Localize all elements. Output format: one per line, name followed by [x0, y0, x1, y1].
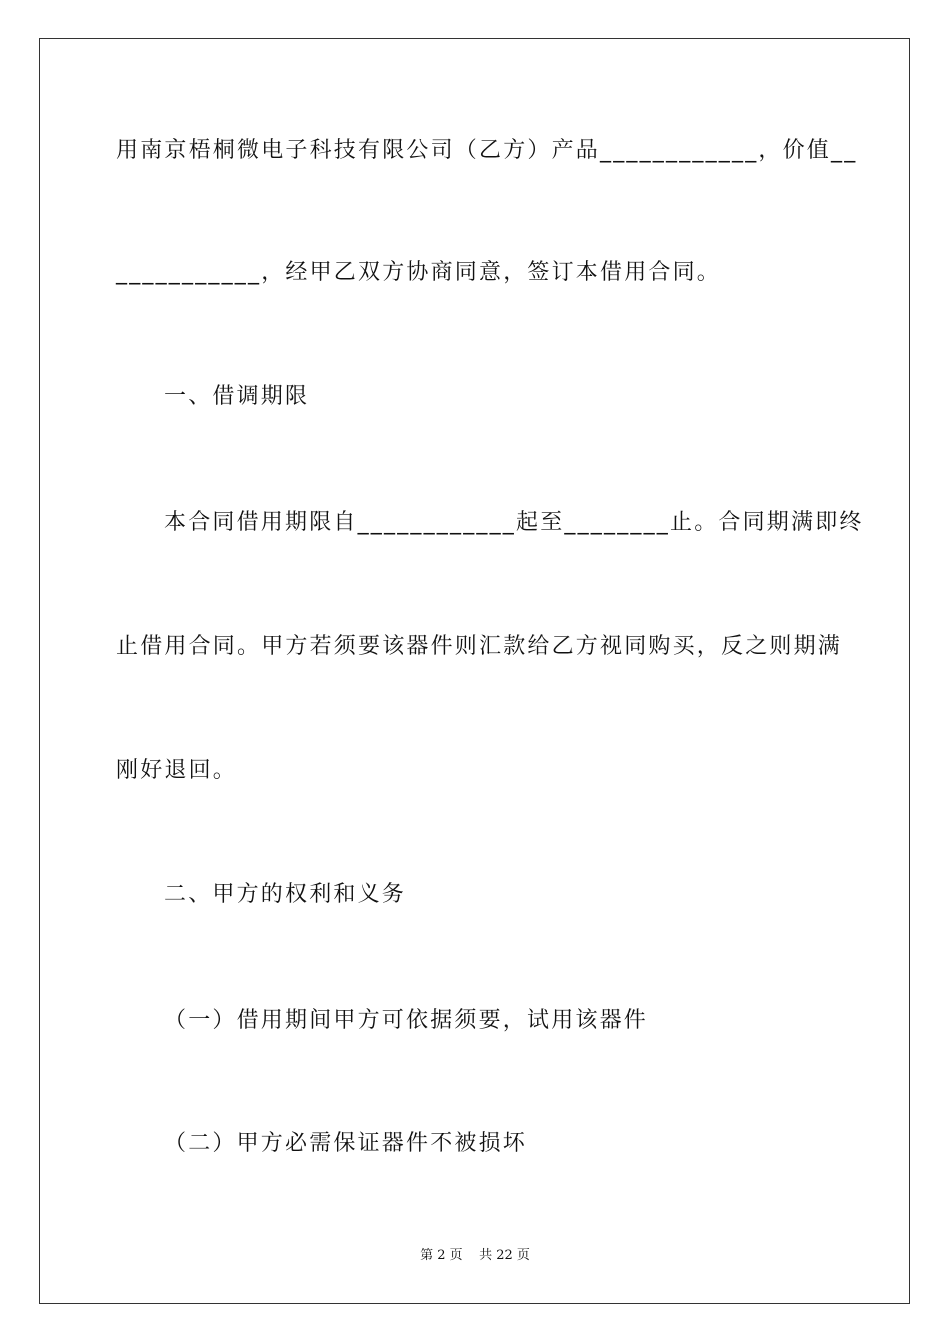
page-number: 第 2 页 共 22 页 [420, 1248, 530, 1263]
body-line-1: 用南京梧桐微电子科技有限公司（乙方）产品____________，价值__ [116, 138, 858, 163]
section-heading-2: 二、甲方的权利和义务 [164, 882, 407, 907]
body-line-2: ___________，经甲乙双方协商同意，签订本借用合同。 [116, 260, 722, 285]
body-line-5: 刚好退回。 [116, 758, 238, 783]
clause-1: （一）借用期间甲方可依据须要，试用该器件 [164, 1008, 649, 1033]
section-heading-1: 一、借调期限 [164, 384, 310, 409]
page-border [39, 38, 910, 1304]
body-line-4: 止借用合同。甲方若须要该器件则汇款给乙方视同购买，反之则期满 [116, 634, 843, 659]
body-line-3: 本合同借用期限自____________起至________止。合同期满即终 [164, 510, 864, 535]
clause-2: （二）甲方必需保证器件不被损坏 [164, 1131, 528, 1156]
